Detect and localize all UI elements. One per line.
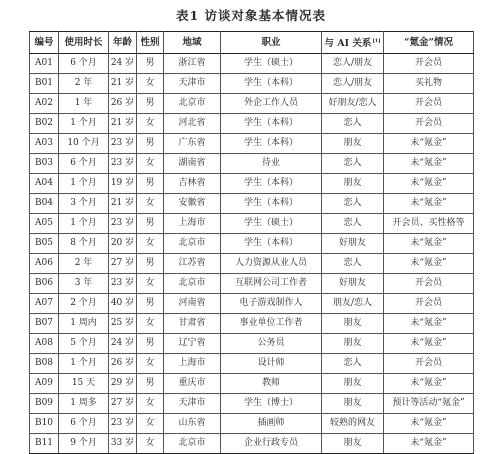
id-cell: B01 <box>30 74 59 94</box>
footnote-marker: [1] <box>372 38 381 44</box>
gender-cell: 女 <box>137 394 164 414</box>
region-cell: 安徽省 <box>164 194 221 214</box>
region-cell: 北京市 <box>164 274 221 294</box>
region-cell: 山东省 <box>164 414 221 434</box>
gender-cell: 女 <box>137 194 164 214</box>
occupation-cell: 学生（本科） <box>221 234 322 254</box>
ai-relationship-cell: 朋友 <box>322 334 384 354</box>
gender-cell: 男 <box>137 374 164 394</box>
id-cell: B09 <box>30 394 59 414</box>
id-cell: A09 <box>30 374 59 394</box>
gender-cell: 男 <box>137 54 164 74</box>
usage-duration-cell: 5 个月 <box>59 334 109 354</box>
spending-cell: 开会员 <box>384 114 474 134</box>
table-row <box>30 354 474 374</box>
occupation-cell: 互联网公司工作者 <box>221 274 322 294</box>
table-row <box>30 234 474 254</box>
table-row <box>30 314 474 334</box>
header-ai-relationship <box>322 32 384 54</box>
region-cell: 北京市 <box>164 234 221 254</box>
table-row <box>30 214 474 234</box>
ai-relationship-cell: 恋人 <box>322 214 384 234</box>
ai-relationship-cell: 朋友 <box>322 134 384 154</box>
ai-relationship-cell: 好朋友/恋人 <box>322 94 384 114</box>
region-cell: 广东省 <box>164 134 221 154</box>
region-cell: 天津市 <box>164 74 221 94</box>
occupation-cell: 公务员 <box>221 334 322 354</box>
table-row <box>30 294 474 314</box>
region-cell: 浙江省 <box>164 54 221 74</box>
age-cell: 23 岁 <box>109 214 137 234</box>
spending-cell: 未“氪金” <box>384 174 474 194</box>
region-cell: 北京市 <box>164 434 221 454</box>
region-cell: 湖南省 <box>164 154 221 174</box>
occupation-cell: 学生（本科） <box>221 74 322 94</box>
usage-duration-cell: 6 个月 <box>59 54 109 74</box>
header-ai-relationship-label: 与 AI 关系 <box>324 38 372 49</box>
occupation-cell: 人力资源从业人员 <box>221 254 322 274</box>
usage-duration-cell: 9 个月 <box>59 434 109 454</box>
gender-cell: 女 <box>137 234 164 254</box>
header-occupation: 职业 <box>221 32 322 54</box>
usage-duration-cell: 10 个月 <box>59 134 109 154</box>
spending-cell: 未“氪金” <box>384 154 474 174</box>
id-cell: A01 <box>30 54 59 74</box>
spending-cell: 未“氪金” <box>384 134 474 154</box>
table-row <box>30 114 474 134</box>
table-row <box>30 374 474 394</box>
usage-duration-cell: 3 个月 <box>59 194 109 214</box>
spending-cell: 预计等活动“氪金” <box>384 394 474 414</box>
gender-cell: 女 <box>137 154 164 174</box>
spending-cell: 开会员 <box>384 354 474 374</box>
region-cell: 甘肃省 <box>164 314 221 334</box>
spending-cell: 开会员 <box>384 274 474 294</box>
age-cell: 40 岁 <box>109 294 137 314</box>
usage-duration-cell: 1 周多 <box>59 394 109 414</box>
ai-relationship-cell: 朋友 <box>322 314 384 334</box>
interviewee-table-container <box>29 31 473 454</box>
occupation-cell: 外企工作人员 <box>221 94 322 114</box>
spending-cell: 未“氪金” <box>384 194 474 214</box>
ai-relationship-cell: 朋友 <box>322 174 384 194</box>
id-cell: B04 <box>30 194 59 214</box>
ai-relationship-cell: 恋人 <box>322 114 384 134</box>
age-cell: 24 岁 <box>109 54 137 74</box>
region-cell: 河北省 <box>164 114 221 134</box>
occupation-cell: 学生（本科） <box>221 114 322 134</box>
ai-relationship-cell: 朋友 <box>322 374 384 394</box>
table-row <box>30 254 474 274</box>
id-cell: A07 <box>30 294 59 314</box>
usage-duration-cell: 1 个月 <box>59 174 109 194</box>
usage-duration-cell: 8 个月 <box>59 234 109 254</box>
spending-cell: 未“氪金” <box>384 374 474 394</box>
age-cell: 23 岁 <box>109 154 137 174</box>
gender-cell: 女 <box>137 434 164 454</box>
id-cell: B11 <box>30 434 59 454</box>
gender-cell: 女 <box>137 414 164 434</box>
ai-relationship-cell: 恋人/朋友 <box>322 74 384 94</box>
occupation-cell: 教师 <box>221 374 322 394</box>
ai-relationship-cell: 恋人 <box>322 154 384 174</box>
header-gender: 性别 <box>137 32 164 54</box>
interviewee-table <box>29 31 474 454</box>
usage-duration-cell: 2 年 <box>59 74 109 94</box>
usage-duration-cell: 6 个月 <box>59 414 109 434</box>
gender-cell: 女 <box>137 114 164 134</box>
table-row <box>30 154 474 174</box>
gender-cell: 男 <box>137 214 164 234</box>
id-cell: B10 <box>30 414 59 434</box>
region-cell: 天津市 <box>164 394 221 414</box>
gender-cell: 男 <box>137 134 164 154</box>
spending-cell: 开会员 <box>384 94 474 114</box>
usage-duration-cell: 1 个月 <box>59 214 109 234</box>
id-cell: B03 <box>30 154 59 174</box>
usage-duration-cell: 1 个月 <box>59 114 109 134</box>
ai-relationship-cell: 恋人 <box>322 194 384 214</box>
age-cell: 19 岁 <box>109 174 137 194</box>
table-row <box>30 414 474 434</box>
header-age: 年龄 <box>109 32 137 54</box>
usage-duration-cell: 1 年 <box>59 94 109 114</box>
id-cell: A02 <box>30 94 59 114</box>
header-usage-duration: 使用时长 <box>59 32 109 54</box>
age-cell: 21 岁 <box>109 74 137 94</box>
id-cell: B02 <box>30 114 59 134</box>
occupation-cell: 学生（博士） <box>221 394 322 414</box>
id-cell: B05 <box>30 234 59 254</box>
age-cell: 26 岁 <box>109 94 137 114</box>
gender-cell: 男 <box>137 94 164 114</box>
region-cell: 河南省 <box>164 294 221 314</box>
occupation-cell: 电子游戏制作人 <box>221 294 322 314</box>
age-cell: 23 岁 <box>109 414 137 434</box>
usage-duration-cell: 1 个月 <box>59 354 109 374</box>
header-id: 编号 <box>30 32 59 54</box>
gender-cell: 女 <box>137 314 164 334</box>
age-cell: 23 岁 <box>109 134 137 154</box>
usage-duration-cell: 2 年 <box>59 254 109 274</box>
table-caption: 表1 访谈对象基本情况表 <box>175 8 327 23</box>
age-cell: 33 岁 <box>109 434 137 454</box>
id-cell: B06 <box>30 274 59 294</box>
age-cell: 23 岁 <box>109 274 137 294</box>
gender-cell: 女 <box>137 354 164 374</box>
region-cell: 重庆市 <box>164 374 221 394</box>
occupation-cell: 学生（硕士） <box>221 54 322 74</box>
id-cell: A06 <box>30 254 59 274</box>
spending-cell: 开会员 <box>384 294 474 314</box>
gender-cell: 男 <box>137 174 164 194</box>
spending-cell: 未“氪金” <box>384 434 474 454</box>
ai-relationship-cell: 朋友 <box>322 394 384 414</box>
region-cell: 上海市 <box>164 214 221 234</box>
spending-cell: 开会员、买性格等 <box>384 214 474 234</box>
usage-duration-cell: 3 年 <box>59 274 109 294</box>
usage-duration-cell: 1 周内 <box>59 314 109 334</box>
id-cell: B08 <box>30 354 59 374</box>
table-row <box>30 394 474 414</box>
spending-cell: 未“氪金” <box>384 254 474 274</box>
occupation-cell: 学生（本科） <box>221 194 322 214</box>
id-cell: A03 <box>30 134 59 154</box>
table-row <box>30 134 474 154</box>
age-cell: 20 岁 <box>109 234 137 254</box>
id-cell: B07 <box>30 314 59 334</box>
age-cell: 24 岁 <box>109 334 137 354</box>
table-row <box>30 94 474 114</box>
ai-relationship-cell: 恋人 <box>322 354 384 374</box>
occupation-cell: 学生（本科） <box>221 134 322 154</box>
occupation-cell: 企业行政专员 <box>221 434 322 454</box>
ai-relationship-cell: 恋人/朋友 <box>322 54 384 74</box>
age-cell: 29 岁 <box>109 374 137 394</box>
spending-cell: 未“氪金” <box>384 314 474 334</box>
occupation-cell: 学生（本科） <box>221 174 322 194</box>
spending-cell: 买礼物 <box>384 74 474 94</box>
occupation-cell: 待业 <box>221 154 322 174</box>
age-cell: 21 岁 <box>109 194 137 214</box>
table-row <box>30 274 474 294</box>
gender-cell: 男 <box>137 334 164 354</box>
gender-cell: 男 <box>137 294 164 314</box>
gender-cell: 女 <box>137 74 164 94</box>
age-cell: 26 岁 <box>109 354 137 374</box>
table-row <box>30 74 474 94</box>
id-cell: A05 <box>30 214 59 234</box>
spending-cell: 未“氪金” <box>384 334 474 354</box>
gender-cell: 女 <box>137 274 164 294</box>
table-header-row <box>30 32 474 54</box>
table-row <box>30 54 474 74</box>
age-cell: 27 岁 <box>109 394 137 414</box>
ai-relationship-cell: 恋人 <box>322 254 384 274</box>
occupation-cell: 学生（硕士） <box>221 214 322 234</box>
header-spending: “氪金”情况 <box>384 32 474 54</box>
usage-duration-cell: 15 天 <box>59 374 109 394</box>
table-row <box>30 334 474 354</box>
spending-cell: 未“氪金” <box>384 414 474 434</box>
age-cell: 27 岁 <box>109 254 137 274</box>
age-cell: 25 岁 <box>109 314 137 334</box>
gender-cell: 男 <box>137 254 164 274</box>
occupation-cell: 插画师 <box>221 414 322 434</box>
ai-relationship-cell: 好朋友 <box>322 274 384 294</box>
ai-relationship-cell: 朋友 <box>322 434 384 454</box>
region-cell: 江苏省 <box>164 254 221 274</box>
region-cell: 北京市 <box>164 94 221 114</box>
ai-relationship-cell: 较熟的网友 <box>322 414 384 434</box>
occupation-cell: 事业单位工作者 <box>221 314 322 334</box>
ai-relationship-cell: 好朋友 <box>322 234 384 254</box>
table-body <box>30 54 474 454</box>
spending-cell: 未“氪金” <box>384 234 474 254</box>
ai-relationship-cell: 朋友/恋人 <box>322 294 384 314</box>
occupation-cell: 设计师 <box>221 354 322 374</box>
table-row <box>30 194 474 214</box>
region-cell: 上海市 <box>164 354 221 374</box>
region-cell: 辽宁省 <box>164 334 221 354</box>
id-cell: A08 <box>30 334 59 354</box>
age-cell: 21 岁 <box>109 114 137 134</box>
header-region: 地域 <box>164 32 221 54</box>
usage-duration-cell: 6 个月 <box>59 154 109 174</box>
id-cell: A04 <box>30 174 59 194</box>
usage-duration-cell: 2 个月 <box>59 294 109 314</box>
table-row <box>30 174 474 194</box>
region-cell: 吉林省 <box>164 174 221 194</box>
spending-cell: 开会员 <box>384 54 474 74</box>
